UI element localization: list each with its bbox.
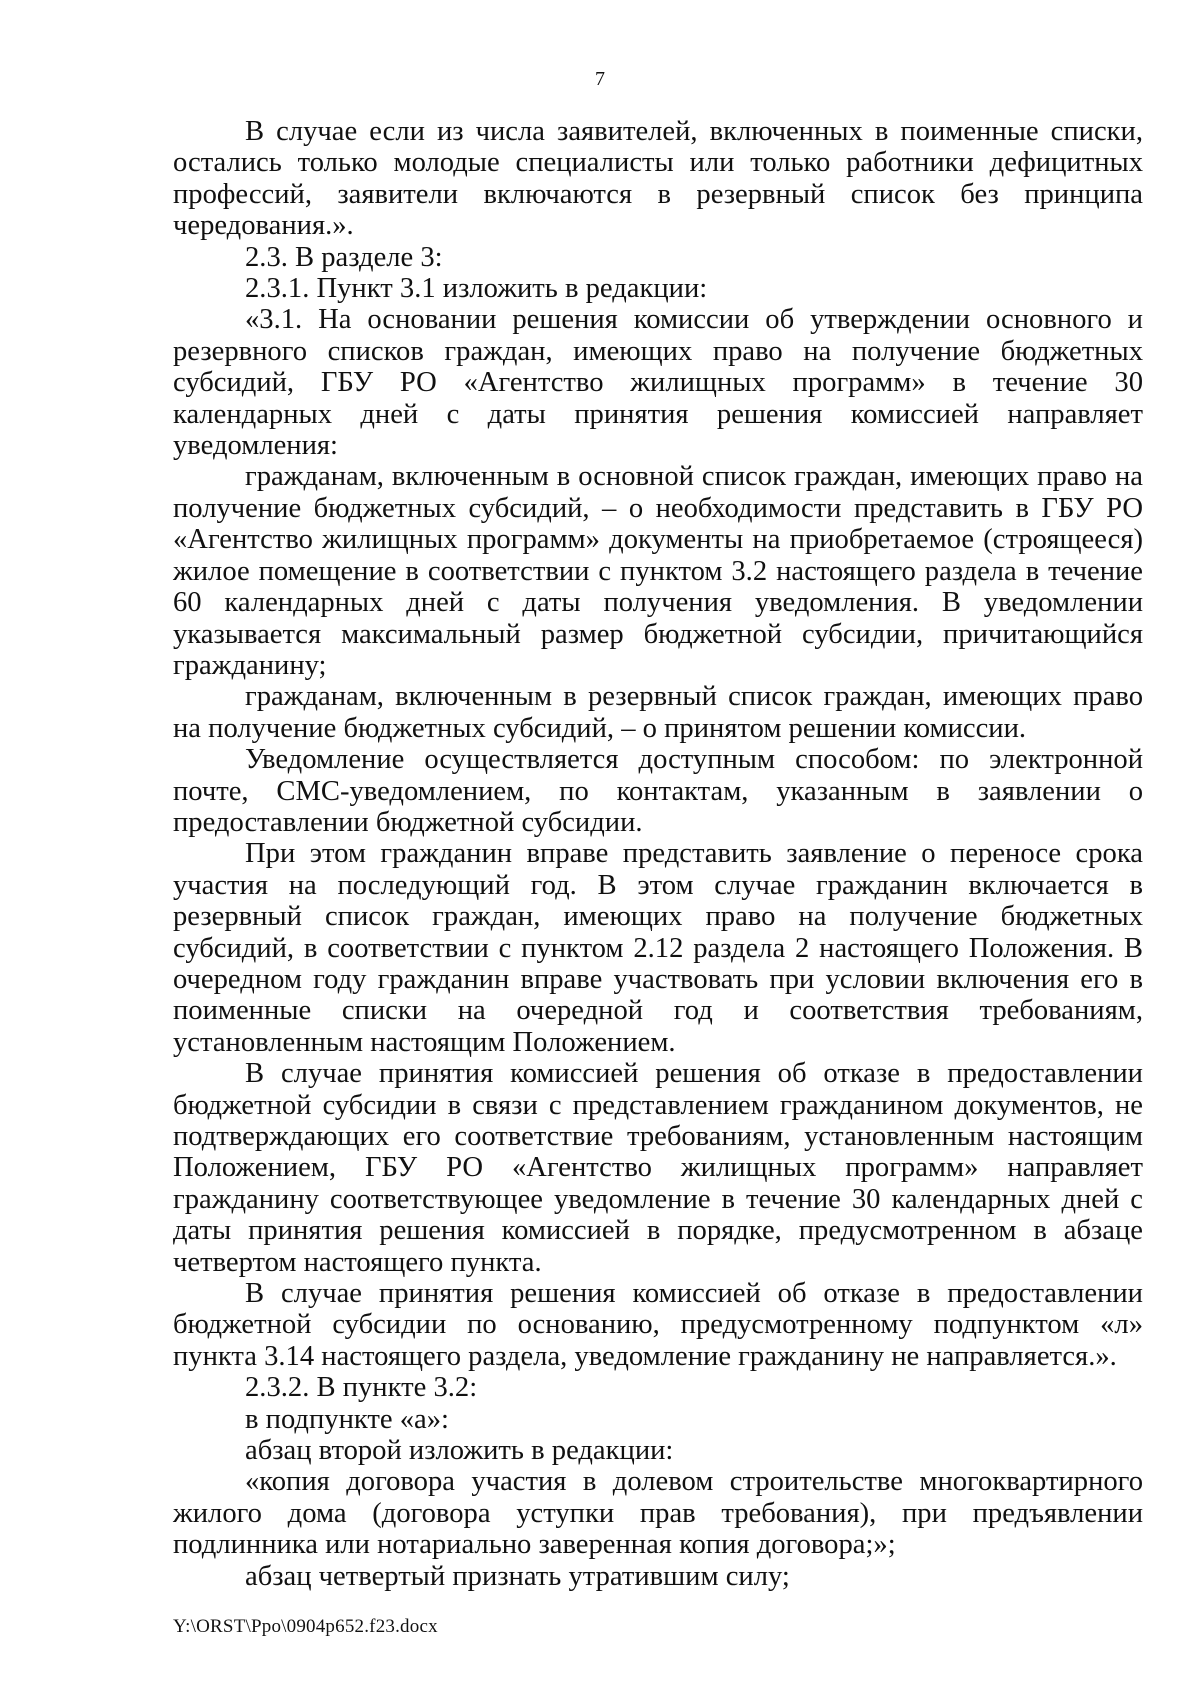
paragraph-second-abzac: абзац второй изложить в редакции: bbox=[245, 1435, 674, 1467]
page-number: 7 bbox=[595, 68, 605, 90]
paragraph-section-2-3: 2.3. В разделе 3: bbox=[245, 241, 443, 273]
paragraph-clause-3-1: «3.1. На основании решения комиссии об утверждении основного и резервного списков граждан, имеющих право на получение бюджетных субсидий, ГБУ РО «Агентство жилищных программ» в течение 30 календарных дней с даты принятия решения комиссией направляет уведомления: bbox=[173, 304, 1143, 462]
paragraph-fourth-abzac-void: абзац четвертый признать утратившим силу; bbox=[245, 1560, 790, 1592]
paragraph-contract-copy: «копия договора участия в долевом строительстве многоквартирного жилого дома (договора уступки прав требования), при предъявлении подлинника или нотариально заверенная копия договора;»; bbox=[173, 1466, 1143, 1561]
file-path-footer: Y:\ORST\Ppo\0904p652.f23.docx bbox=[173, 1616, 438, 1637]
paragraph-reserve-list-notice: гражданам, включенным в резервный список граждан, имеющих право на получение бюджетных субсидий, – о принятом решении комиссии. bbox=[173, 681, 1143, 744]
paragraph-refusal-no-notice: В случае принятия решения комиссией об отказе в предоставлении бюджетной субсидии по основанию, предусмотренному подпунктом «л» пункта 3.14 настоящего раздела, уведомление гражданину не направляется.». bbox=[173, 1278, 1143, 1372]
paragraph-subclause-a: в подпункте «а»: bbox=[245, 1403, 449, 1435]
paragraph-reserve-list-rule: В случае если из числа заявителей, включенных в поименные списки, остались только молодые специалисты или только работники дефицитных профессий, заявители включаются в резервный список без принципа чередования.». bbox=[173, 116, 1143, 242]
paragraph-section-2-3-2: 2.3.2. В пункте 3.2: bbox=[245, 1372, 478, 1404]
paragraph-postponement: При этом гражданин вправе представить заявление о переносе срока участия на последующий год. В этом случае гражданин включается в резервный список граждан, имеющих право на получение бюджетных субсидий, в соответствии с пунктом 2.12 раздела 2 настоящего Положения. В очередном году гражданин вправе участвовать при условии включения его в поименные списки на очередной год и соответствия требованиям, установленным настоящим Положением. bbox=[173, 838, 1143, 1058]
paragraph-notification-method: Уведомление осуществляется доступным способом: по электронной почте, СМС-уведомлением, по контактам, указанным в заявлении о предоставлении бюджетной субсидии. bbox=[173, 744, 1143, 838]
paragraph-main-list-notice: гражданам, включенным в основной список граждан, имеющих право на получение бюджетных субсидий, – о необходимости представить в ГБУ РО «Агентство жилищных программ» документы на приобретаемое (строящееся) жилое помещение в соответствии с пунктом 3.2 настоящего раздела в течение 60 календарных дней с даты получения уведомления. В уведомлении указывается максимальный размер бюджетной субсидии, причитающийся гражданину; bbox=[173, 461, 1143, 681]
paragraph-refusal-notice: В случае принятия комиссией решения об отказе в предоставлении бюджетной субсидии в связи с представлением гражданином документов, не подтверждающих его соответствие требованиям, установленным настоящим Положением, ГБУ РО «Агентство жилищных программ» направляет гражданину соответствующее уведомление в течение 30 календарных дней с даты принятия решения комиссией в порядке, предусмотренном в абзаце четвертом настоящего пункта. bbox=[173, 1058, 1143, 1278]
paragraph-section-2-3-1: 2.3.1. Пункт 3.1 изложить в редакции: bbox=[245, 273, 708, 305]
document-body bbox=[173, 116, 1143, 1592]
